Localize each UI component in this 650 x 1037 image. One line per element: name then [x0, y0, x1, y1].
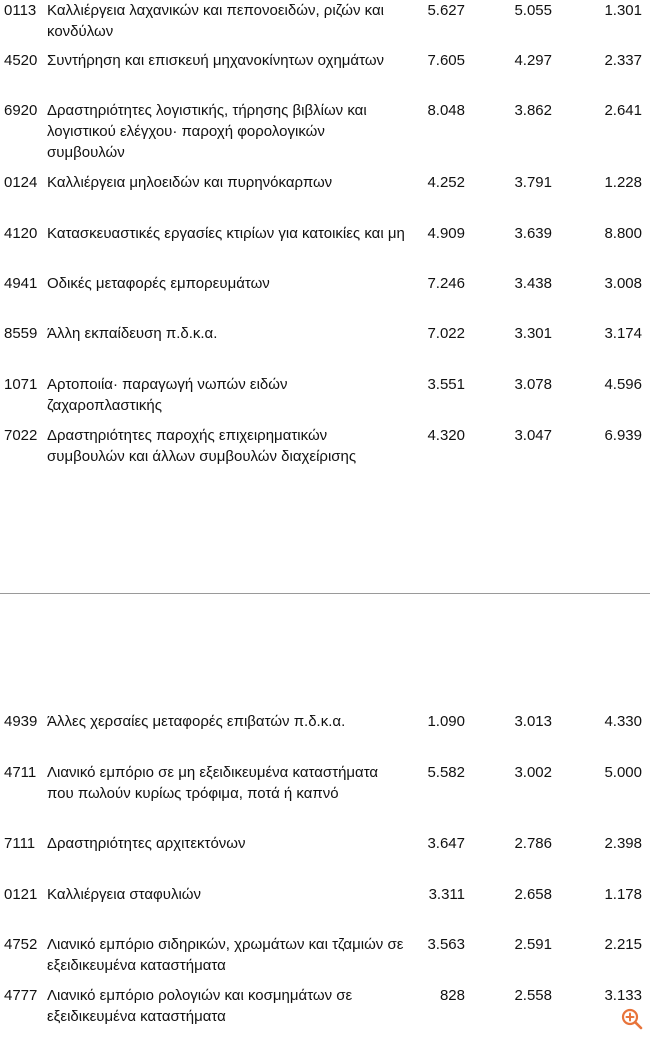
row-code: 4777 — [4, 987, 38, 1004]
row-description: Άλλη εκπαίδευση π.δ.κ.α. — [47, 325, 218, 342]
row-description: Δραστηριότητες αρχιτεκτόνων — [47, 835, 246, 852]
row-value-1: 7.022 — [427, 325, 465, 342]
row-value-2: 3.791 — [514, 174, 552, 191]
row-code: 7111 — [4, 835, 36, 852]
row-value-1: 4.320 — [427, 427, 465, 444]
row-description: Αρτοποιία· παραγωγή νωπών ειδών ζαχαροπλαστικής — [47, 376, 288, 414]
row-code: 4520 — [4, 52, 38, 69]
row-code: 4752 — [4, 936, 38, 953]
row-code: 8559 — [4, 325, 38, 342]
row-value-2: 3.862 — [514, 102, 552, 119]
row-value-2: 3.002 — [514, 764, 552, 781]
row-description: Λιανικό εμπόριο σιδηρικών, χρωμάτων και τζαμιών σε εξειδικευμένα καταστήματα — [47, 936, 404, 974]
row-value-3: 2.641 — [604, 102, 642, 119]
row-value-3: 2.398 — [604, 835, 642, 852]
row-value-1: 4.252 — [427, 174, 465, 191]
row-description: Λιανικό εμπόριο σε μη εξειδικευμένα καταστήματα που πωλούν κυρίως τρόφιμα, ποτά ή καπνό — [47, 764, 379, 802]
row-description: Συντήρηση και επισκευή μηχανοκίνητων οχημάτων — [47, 52, 385, 69]
row-value-1: 3.647 — [427, 835, 465, 852]
row-code: 4939 — [4, 713, 38, 730]
row-value-2: 3.639 — [514, 225, 552, 242]
row-value-1: 4.909 — [427, 225, 465, 242]
row-description: Οδικές μεταφορές εμπορευμάτων — [47, 275, 270, 292]
page-divider — [0, 593, 650, 594]
row-code: 0124 — [4, 174, 38, 191]
row-value-1: 1.090 — [427, 713, 465, 730]
row-description: Κατασκευαστικές εργασίες κτιρίων για κατοικίες και μη — [47, 225, 405, 242]
row-value-2: 2.786 — [514, 835, 552, 852]
row-value-3: 2.215 — [604, 936, 642, 953]
row-value-3: 8.800 — [604, 225, 642, 242]
row-value-1: 7.246 — [427, 275, 465, 292]
row-code: 4941 — [4, 275, 38, 292]
row-value-1: 3.563 — [427, 936, 465, 953]
row-value-2: 2.591 — [514, 936, 552, 953]
row-value-3: 2.337 — [604, 52, 642, 69]
row-description: Καλλιέργεια σταφυλιών — [47, 886, 202, 903]
row-value-2: 3.078 — [514, 376, 552, 393]
row-value-2: 2.658 — [514, 886, 552, 903]
row-value-2: 3.013 — [514, 713, 552, 730]
row-value-2: 3.438 — [514, 275, 552, 292]
row-value-1: 5.582 — [427, 764, 465, 781]
row-description: Δραστηριότητες λογιστικής, τήρησης βιβλίων και λογιστικού ελέγχου· παροχή φορολογικών συμβουλών — [47, 102, 367, 161]
row-code: 7022 — [4, 427, 38, 444]
row-value-2: 3.047 — [514, 427, 552, 444]
row-value-3: 1.301 — [604, 2, 642, 19]
row-value-2: 4.297 — [514, 52, 552, 69]
row-code: 4711 — [4, 764, 37, 781]
row-value-3: 1.228 — [604, 174, 642, 191]
zoom-in-button[interactable] — [620, 1007, 644, 1031]
zoom-in-icon — [620, 1007, 644, 1031]
row-description: Δραστηριότητες παροχής επιχειρηματικών συμβουλών και άλλων συμβουλών διαχείρισης — [47, 427, 357, 465]
row-description: Άλλες χερσαίες μεταφορές επιβατών π.δ.κ.α. — [47, 713, 346, 730]
row-code: 0113 — [4, 2, 37, 19]
row-code: 1071 — [4, 376, 38, 393]
row-value-2: 2.558 — [514, 987, 552, 1004]
row-value-3: 5.000 — [604, 764, 642, 781]
row-value-1: 828 — [439, 987, 465, 1004]
row-value-1: 3.311 — [428, 886, 465, 903]
row-value-1: 5.627 — [427, 2, 465, 19]
row-description: Καλλιέργεια μηλοειδών και πυρηνόκαρπων — [47, 174, 333, 191]
row-description: Καλλιέργεια λαχανικών και πεπονοειδών, ριζών και κονδύλων — [47, 2, 384, 40]
row-code: 6920 — [4, 102, 38, 119]
row-value-3: 1.178 — [604, 886, 642, 903]
row-value-1: 3.551 — [427, 376, 465, 393]
row-value-3: 4.596 — [604, 376, 642, 393]
row-value-3: 3.133 — [604, 987, 642, 1004]
row-value-3: 4.330 — [604, 713, 642, 730]
row-value-2: 3.301 — [514, 325, 552, 342]
row-value-2: 5.055 — [514, 2, 552, 19]
row-value-3: 6.939 — [604, 427, 642, 444]
row-value-1: 8.048 — [427, 102, 465, 119]
row-value-1: 7.605 — [427, 52, 465, 69]
row-value-3: 3.008 — [604, 275, 642, 292]
row-code: 0121 — [4, 886, 38, 903]
row-value-3: 3.174 — [604, 325, 642, 342]
row-description: Λιανικό εμπόριο ρολογιών και κοσμημάτων σε εξειδικευμένα καταστήματα — [47, 987, 353, 1025]
row-code: 4120 — [4, 225, 38, 242]
